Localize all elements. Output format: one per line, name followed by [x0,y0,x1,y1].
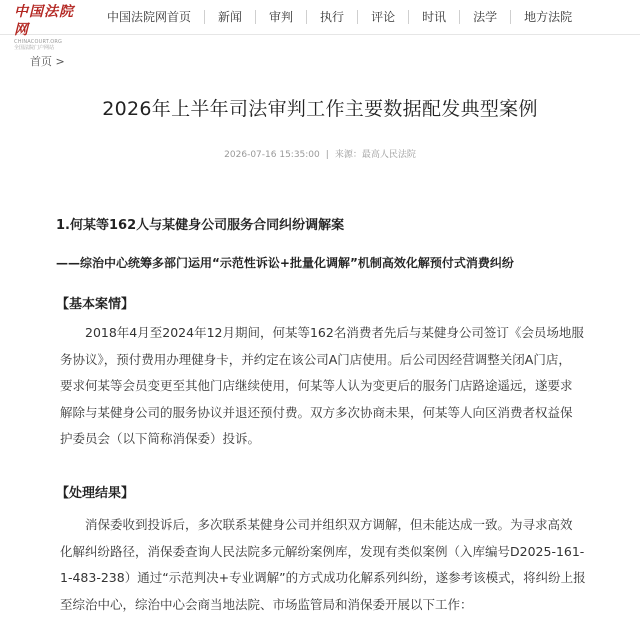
section-heading-basic-facts: 【基本案情】 [56,297,135,312]
paragraph-line: 化解纠纷路径，消保委查询人民法院多元解纷案例库，发现有类似案例（入库编号D2025-161- [60,543,585,559]
main-nav [94,0,585,34]
top-navigation-bar [0,0,640,51]
nav-item-trial[interactable]: 审判 [269,10,294,24]
paragraph-line: 2018年4月至2024年12月期间，何某等162名消费者先后与某健身公司签订《会员场地服 [85,325,584,340]
paragraph-line: 1-483-238）通过“示范判决+专业调解”的方式成功化解系列纠纷，遂参考该模式，将纠纷上报 [60,570,586,585]
publish-datetime: 2026-07-16 15:35:00 [224,150,320,160]
paragraph-handling-result [60,512,608,618]
nav-item-current-news[interactable]: 时讯 [422,10,447,24]
paragraph-basic-facts [60,320,608,453]
nav-item-home[interactable]: 中国法院网首页 [107,10,192,24]
case-subtitle: ——综治中心统筹多部门运用“示范性诉讼+批量化调解”机制高效化解预付式消费纠纷 [56,256,514,270]
paragraph-line: 至综治中心，综治中心会商当地法院、市场监管局和消保委开展以下工作： [60,596,473,612]
nav-item-commentary[interactable]: 评论 [371,10,396,24]
site-logo[interactable] [14,3,84,51]
logo-subtitle-text: 全国法院门户网站 [14,45,55,51]
article-title: 2026年上半年司法审判工作主要数据配发典型案例 [102,98,538,120]
case-title: 1.何某等162人与某健身公司服务合同纠纷调解案 [56,218,345,233]
nav-item-jurisprudence[interactable]: 法学 [473,10,498,24]
logo-english-text: CHINACOURT.ORG [14,39,63,45]
section-heading-handling-result: 【处理结果】 [56,486,135,501]
meta-separator: | [325,150,329,160]
paragraph-line: 务协议》，预付费用办理健身卡，并约定在该公司A门店使用。后公司因经营调整关闭A门店， [60,351,571,367]
nav-item-news[interactable]: 新闻 [218,10,243,24]
article-meta [0,147,640,160]
logo-chinese-text: 中国法院网 [14,4,74,38]
nav-item-local-courts[interactable]: 地方法院 [524,10,573,24]
paragraph-line: 消保委收到投诉后，多次联系某健身公司并组织双方调解，但未能达成一致。为寻求高效 [85,517,573,532]
breadcrumb[interactable]: 首页 > [30,55,65,68]
nav-item-enforcement[interactable]: 执行 [320,10,345,24]
article-source: 来源：最高人民法院 [334,150,416,160]
paragraph-line: 护委员会（以下简称消保委）投诉。 [60,431,261,446]
paragraph-line: 解除与某健身公司的服务协议并退还预付费。双方多次协商未果，何某等人向区消费者权益保 [60,404,573,420]
paragraph-line: 要求何某等会员变更至其他门店继续使用，何某等人认为变更后的服务门店路途遥远，遂要求 [60,378,573,393]
